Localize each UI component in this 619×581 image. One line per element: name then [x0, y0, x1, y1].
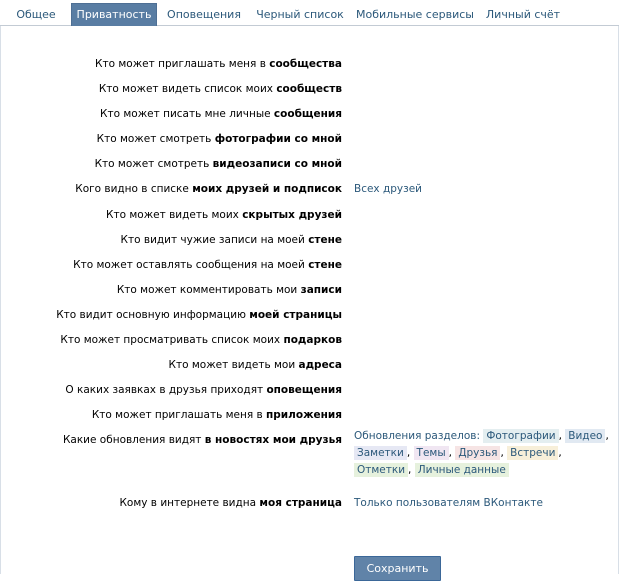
feed-sections: Обновления разделов: Фотографии , Видео , Заметки , Темы , Друзья , Встречи , Отметки , Личные данные	[354, 430, 609, 476]
setting-label-text: Кто может видеть список моих	[98, 83, 277, 95]
setting-label-text: Кто может писать мне личные	[100, 108, 274, 120]
privacy-setting-row	[1, 183, 619, 199]
privacy-setting-row	[1, 309, 619, 325]
feed-tag[interactable]: Видео	[565, 429, 605, 443]
setting-label	[121, 234, 342, 246]
privacy-setting-row	[1, 384, 619, 400]
privacy-setting-row	[1, 58, 619, 74]
setting-label	[106, 209, 342, 221]
feed-tag[interactable]: Друзья	[455, 446, 500, 460]
setting-label-text: Кто может смотреть	[94, 158, 213, 170]
setting-label-text: Кто может комментировать мои	[116, 284, 301, 296]
setting-label-text: Кто может смотреть	[96, 133, 215, 145]
setting-label	[65, 384, 342, 396]
setting-label	[56, 309, 342, 321]
setting-label-text: Кто может оставлять сообщения на моей	[73, 259, 309, 271]
tab-privacy[interactable]: Приватность	[71, 3, 157, 26]
privacy-setting-row	[1, 108, 619, 124]
setting-value-link[interactable]: Только пользователям ВКонтакте	[354, 497, 543, 509]
setting-label-text: Кто видит основную информацию	[56, 309, 250, 321]
privacy-panel	[0, 26, 619, 574]
setting-label-text: Кто может приглашать меня в	[91, 409, 267, 421]
setting-label	[169, 359, 342, 371]
tab-general[interactable]: Общее	[16, 8, 56, 21]
setting-label-emphasis: подарков	[283, 334, 342, 346]
setting-label-emphasis: оповещения	[266, 384, 342, 396]
setting-label-emphasis: стене	[308, 234, 342, 246]
feed-tag[interactable]: Темы	[414, 446, 449, 460]
setting-label	[117, 284, 342, 296]
feed-tag[interactable]: Отметки	[354, 463, 408, 477]
setting-label	[95, 158, 342, 170]
privacy-setting-row	[1, 259, 619, 275]
setting-label-text: Кто может приглашать меня в	[95, 58, 270, 70]
tab-notifications[interactable]: Оповещения	[167, 8, 241, 21]
setting-label-emphasis: адреса	[298, 359, 342, 371]
setting-label	[60, 334, 342, 346]
setting-label	[92, 409, 342, 421]
privacy-setting-row	[1, 209, 619, 225]
setting-label	[95, 58, 342, 70]
feed-intro: Обновления разделов:	[354, 430, 480, 442]
setting-label-text: Кому в интернете видна	[119, 497, 260, 509]
setting-label-emphasis: записи	[300, 284, 342, 296]
feed-tag[interactable]: Личные данные	[415, 463, 509, 477]
setting-label-text: Кто может видеть моих	[106, 209, 243, 221]
setting-label	[75, 183, 342, 195]
privacy-setting-row	[1, 133, 619, 149]
tab-mobile-services[interactable]: Мобильные сервисы	[356, 8, 474, 21]
setting-label-text: Кто может просматривать список моих	[60, 334, 284, 346]
setting-label	[97, 133, 342, 145]
setting-label	[63, 434, 342, 446]
feed-tag[interactable]: Фотографии	[483, 429, 558, 443]
privacy-setting-row	[1, 83, 619, 99]
setting-label-text: Кто может видеть мои	[168, 359, 299, 371]
setting-label-text: Кто видит чужие записи на моей	[120, 234, 309, 246]
setting-label-emphasis: видеозаписи со мной	[212, 158, 342, 170]
privacy-setting-row	[1, 409, 619, 425]
privacy-setting-row	[1, 158, 619, 174]
tab-account-balance[interactable]: Личный счёт	[485, 8, 561, 21]
setting-label-text: Какие обновления видят	[62, 434, 205, 446]
setting-label-emphasis: фотографии со мной	[214, 133, 342, 145]
setting-label	[99, 83, 342, 95]
setting-label-emphasis: стене	[308, 259, 342, 271]
setting-label-emphasis: моей страницы	[249, 309, 342, 321]
tab-blacklist[interactable]: Черный список	[256, 8, 344, 21]
setting-label-emphasis: скрытых друзей	[242, 209, 342, 221]
setting-label	[73, 259, 342, 271]
settings-tabs	[0, 0, 619, 26]
feed-tag[interactable]: Встречи	[507, 446, 558, 460]
setting-label-emphasis: сообществ	[276, 83, 342, 95]
setting-label	[119, 497, 342, 509]
setting-label-text: О каких заявках в друзья приходят	[65, 384, 267, 396]
privacy-setting-row	[1, 497, 619, 513]
setting-label-text: Кого видно в списке	[75, 183, 193, 195]
save-button[interactable]: Сохранить	[354, 556, 441, 581]
setting-label-emphasis: моя страница	[259, 497, 342, 509]
setting-label-emphasis: моих друзей и подписок	[192, 183, 342, 195]
privacy-setting-row	[1, 234, 619, 250]
privacy-setting-row	[1, 334, 619, 350]
setting-label-emphasis: сообщения	[273, 108, 342, 120]
setting-value-link[interactable]: Всех друзей	[354, 183, 422, 195]
setting-label	[100, 108, 342, 120]
setting-label-emphasis: сообщества	[269, 58, 342, 70]
feed-tag[interactable]: Заметки	[354, 446, 407, 460]
privacy-setting-row	[1, 284, 619, 300]
privacy-setting-row	[1, 359, 619, 375]
setting-label-emphasis: в новостях мои друзья	[204, 434, 342, 446]
setting-label-emphasis: приложения	[266, 409, 342, 421]
